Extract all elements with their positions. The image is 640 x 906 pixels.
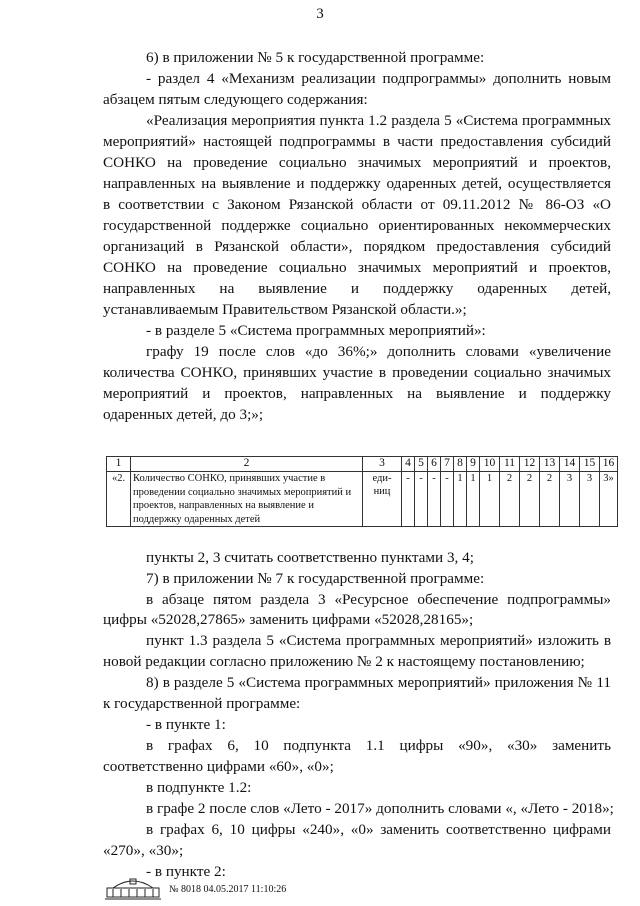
text-line: 8) в разделе 5 «Система программных мероприятий» приложения № 11	[146, 674, 611, 691]
table-header-cell: 14	[560, 457, 580, 472]
text-line: в графе 2 после слов «Лето - 2017» дополнить словами «, «Лето - 2018»;	[146, 800, 614, 817]
text-line: цифры «52028,27865» заменить цифрами «52028,28165»;	[103, 611, 474, 628]
text-line: организаций в Рязанской области», порядком предоставления субсидий	[103, 238, 611, 255]
table-header-cell: 12	[520, 457, 540, 472]
text-line: направленных на выявление и поддержку одаренных детей, осуществляется	[103, 175, 611, 192]
table-cell-number: «2.	[107, 472, 131, 527]
table-row	[107, 472, 618, 527]
text-line: в графах 6, 10 подпункта 1.1 цифры «90», «30» заменить	[146, 737, 611, 754]
table-cell-unit: еди- ниц	[363, 472, 402, 527]
text-line: - раздел 4 «Механизм реализации подпрограммы» дополнить новым	[146, 70, 611, 87]
table-header-cell: 8	[454, 457, 467, 472]
text-line: государственной поддержке социально ориентированных некоммерческих	[103, 217, 611, 234]
table-cell-value: 2	[540, 472, 560, 527]
registration-stamp: № 8018 04.05.2017 11:10:26	[169, 884, 287, 895]
text-line: 7) в приложении № 7 к государственной программе:	[146, 570, 485, 587]
text-line: в подпункте 1.2:	[146, 779, 252, 796]
table-cell-value: 3	[580, 472, 600, 527]
text-line: к государственной программе:	[103, 695, 301, 712]
text-line: количества СОНКО, принявших участие в проведении социально значимых	[103, 364, 611, 381]
table-cell-value: -	[402, 472, 415, 527]
table-cell-indicator-name: Количество СОНКО, принявших участие в проведении социально значимых мероприятий и проектов, направленных на выявление и поддержку одаренных детей	[131, 472, 363, 527]
table-header-row	[107, 457, 618, 472]
text-line: пункты 2, 3 считать соответственно пунктами 3, 4;	[146, 549, 474, 566]
table-cell-value: 1	[467, 472, 480, 527]
indicators-table	[106, 456, 618, 527]
table-header-cell: 13	[540, 457, 560, 472]
text-line: устанавливаемым Правительством Рязанской области.»;	[103, 301, 467, 318]
table-cell-value: 3»	[600, 472, 618, 527]
text-line: «270», «30»;	[103, 842, 184, 859]
document-footer	[103, 876, 403, 906]
table-header-cell: 7	[441, 457, 454, 472]
table-cell-value: 1	[454, 472, 467, 527]
table-header-cell: 6	[428, 457, 441, 472]
text-line: новой редакции согласно приложению № 2 к настоящему постановлению;	[103, 653, 585, 670]
text-line: мероприятий и проектов, направленных на выявление и поддержку	[103, 385, 611, 402]
table-cell-value: -	[441, 472, 454, 527]
text-line: в графах 6, 10 цифры «240», «0» заменить соответственно цифрами	[146, 821, 611, 838]
table-header-cell: 2	[131, 457, 363, 472]
table-header-cell: 10	[480, 457, 500, 472]
text-line: в абзаце пятом раздела 3 «Ресурсное обеспечение подпрограммы»	[146, 591, 611, 608]
text-line: - в пункте 2:	[146, 863, 226, 880]
table-header-cell: 3	[363, 457, 402, 472]
text-line: пункт 1.3 раздела 5 «Система программных мероприятий» изложить в	[146, 632, 611, 649]
page-number: 3	[316, 6, 324, 22]
text-line: графу 19 после слов «до 36%;» дополнить словами «увеличение	[146, 343, 611, 360]
table-cell-value: -	[428, 472, 441, 527]
table-header-cell: 9	[467, 457, 480, 472]
building-seal-icon	[103, 876, 163, 900]
table-header-cell: 4	[402, 457, 415, 472]
table-header-cell: 16	[600, 457, 618, 472]
text-line: одаренных детей, до 3;»;	[103, 406, 264, 423]
text-line: СОНКО на проведение социально значимых мероприятий и проектов,	[103, 154, 611, 171]
text-line: 6) в приложении № 5 к государственной программе:	[146, 49, 485, 66]
text-line: мероприятий» настоящей подпрограммы в части предоставления субсидий	[103, 133, 611, 150]
text-line: «Реализация мероприятия пункта 1.2 раздела 5 «Система программных	[146, 112, 611, 129]
text-line: СОНКО на проведение социально значимых мероприятий и проектов,	[103, 259, 611, 276]
text-line: в соответствии с Законом Рязанской области от 09.11.2012 № 86-ОЗ «О	[103, 196, 611, 213]
table-cell-value: -	[415, 472, 428, 527]
text-line: абзацем пятым следующего содержания:	[103, 91, 368, 108]
table-header-cell: 1	[107, 457, 131, 472]
table-header-cell: 15	[580, 457, 600, 472]
table-cell-value: 2	[520, 472, 540, 527]
text-line: соответственно цифрами «60», «0»;	[103, 758, 334, 775]
table-cell-value: 1	[480, 472, 500, 527]
text-line: - в пункте 1:	[146, 716, 226, 733]
table-cell-value: 2	[500, 472, 520, 527]
table-cell-value: 3	[560, 472, 580, 527]
table-header-cell: 5	[415, 457, 428, 472]
text-line: - в разделе 5 «Система программных мероприятий»:	[146, 322, 486, 339]
text-line: направленных на выявление и поддержку одаренных детей,	[103, 280, 611, 297]
table-header-cell: 11	[500, 457, 520, 472]
